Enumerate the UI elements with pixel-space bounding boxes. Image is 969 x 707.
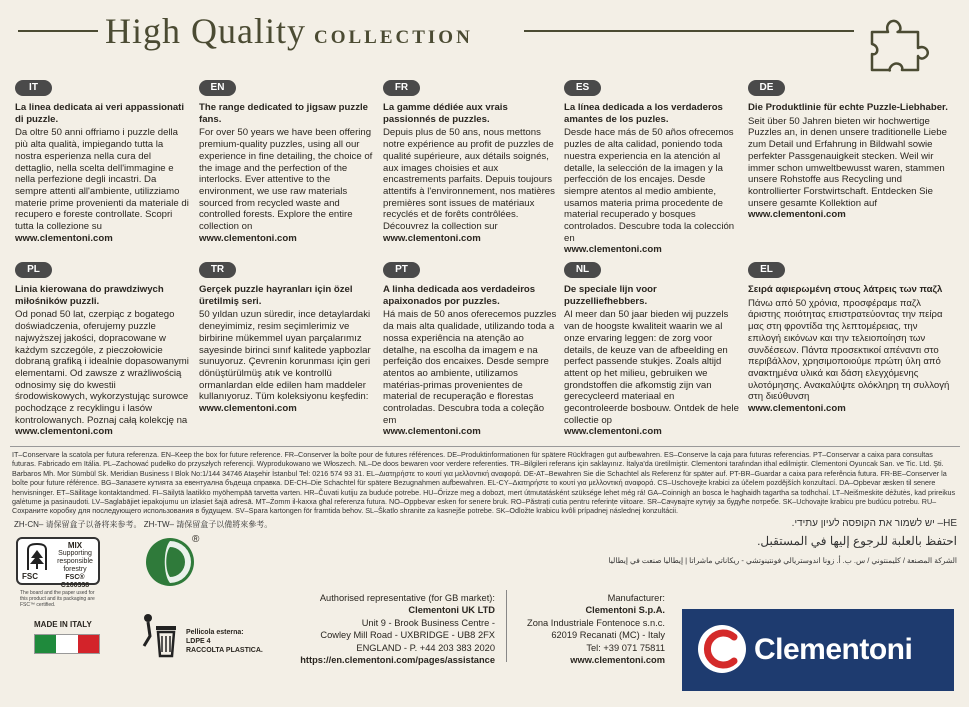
brand-name: Clementoni	[754, 633, 913, 666]
lang-block-pt	[383, 262, 558, 438]
header-rule-left	[18, 30, 98, 32]
lang-block-en	[199, 80, 374, 244]
language-badge: EL	[748, 262, 785, 278]
website-link[interactable]: www.clementoni.com	[748, 403, 846, 415]
recycle-bin-icon	[140, 610, 180, 660]
block-body: Od ponad 50 lat, czerpiąc z bogatego doświadczenia, oferujemy puzzle najwyższej jakości, dopracowane w każdym szczególe, z pieczołowicie dobraną grafiką i idealnie dopasowanymi elementami. Od zawsze z wrażliwością odnosimy się do kwestii środowiskowych, wykorzystując surowce pochodzące z recyklingu i lasów kontrolowanych. Poznaj całą kolekcję na	[15, 309, 189, 426]
fsc-code: FSC® C160338	[60, 574, 90, 589]
fsc-note: The board and the paper used for this product and its packaging are FSC™ certified.	[20, 590, 95, 608]
auth-address3: ENGLAND - P. +44 203 383 2020	[356, 642, 495, 653]
lang-block-de	[748, 80, 953, 221]
block-title: De speciale lijn voor puzzelliefhebbers.	[564, 284, 657, 307]
fsc-mix-title: MIX	[67, 541, 83, 550]
pellicola-line1: Pellicola esterna:	[186, 629, 244, 636]
manu-company: Clementoni S.p.A.	[585, 605, 665, 616]
manu-phone: Tel: +39 071 75811	[586, 642, 665, 653]
language-badge: PL	[15, 262, 52, 278]
website-link[interactable]: www.clementoni.com	[15, 232, 113, 244]
manu-address2: 62019 Recanati (MC) - Italy	[551, 630, 665, 641]
lang-block-pl	[15, 262, 190, 438]
block-title: La linea dedicata ai veri appassionati di puzzle.	[15, 102, 185, 125]
gb-representative	[280, 592, 495, 666]
manufacturer-info	[515, 592, 665, 666]
block-body: For over 50 years we have been offering premium-quality puzzles, using all our experience in fine detailing, the choice of the image and the perfection of the interlocks. Ever attentive to the environment, we use raw materials sourced from recycled waste and controlled forests. Explore the entire collection on	[199, 127, 373, 233]
language-badge: IT	[15, 80, 52, 96]
manu-website[interactable]: www.clementoni.com	[570, 655, 665, 666]
puzzle-piece-icon	[866, 12, 946, 74]
ar-notice: احتفظ بالعلبة للرجوع إليها في المستقبل.	[757, 534, 957, 548]
zh-notice: ZH-CN– 请保留盒子以备将来参考。 ZH-TW– 請保留盒子以備將來參考。	[14, 520, 273, 529]
block-body: Desde hace más de 50 años ofrecemos puzles de alta calidad, poniendo toda nuestra experiencia en la atención al detalle, la selección de la imagen y la perfección de los encajes. Desde siempre atentos al medio ambiente, usamos materia prima procedente de material recuperado y bosques controlados. Descubre toda la colección en	[564, 127, 735, 244]
title-sub: COLLECTION	[313, 27, 473, 48]
language-badge: DE	[748, 80, 785, 96]
block-title: Linia kierowana do prawdziwych miłośników puzzli.	[15, 284, 164, 307]
manu-address1: Zona Industriale Fontenoce s.n.c.	[527, 617, 665, 628]
lang-block-nl	[564, 262, 739, 438]
website-link[interactable]: www.clementoni.com	[564, 426, 662, 438]
language-badge: PT	[383, 262, 420, 278]
lang-block-el	[748, 262, 953, 415]
he-notice: HE– יש לשמור את הקופסה לעיון עתידי.	[791, 518, 957, 529]
auth-address1: Unit 9 - Brook Business Centre -	[361, 617, 495, 628]
flag-green	[35, 635, 56, 653]
block-title: The range dedicated to jigsaw puzzle fans.	[199, 102, 368, 125]
italian-flag-icon	[34, 634, 100, 654]
lang-block-it	[15, 80, 190, 244]
website-link[interactable]: www.clementoni.com	[199, 232, 297, 244]
language-badge: FR	[383, 80, 420, 96]
block-body: Depuis plus de 50 ans, nous mettons notre expérience au profit de puzzles de qualité supérieure, aux détails soignés, aux images choisies et aux encastrements parfaits. Depuis toujours attentifs à l'environnement, nos matières premières sont issues de matériaux recyclés et de forêts contrôlées. Découvrez la collection sur	[383, 127, 555, 233]
block-title: Σειρά αφιερωμένη στους λάτρεις των παζλ	[748, 284, 943, 295]
page-header	[0, 0, 969, 68]
fsc-line1: Supporting	[58, 550, 92, 557]
lang-block-fr	[383, 80, 558, 244]
multilingual-notice: IT–Conservare la scatola per futura referenza. EN–Keep the box for future reference. FR–Conserver la boîte pour de futures références. DE–Produktinformationen für spätere Rückfragen gut aufbewahren. ES–Conserve la caja para futuras referencias. PT–Conservar a caixa para consultas futuras. Fabricado em Itália. PL–Zachować pudełko do przyszłych referencji. Wyprodukowano we Włoszech. NL–De doos bewaren voor verdere referenties. TR–Bilgileri referans için saklayınız. İtalya'da üretilmiştir. Clementoni tarafından ithal edilmiştir. Clementoni Oyuncak San. ve Tic. Ltd. Şti. Barbaros Mh. Mor Sümbül Sk. Meridian Business I Blok No:1/144 34746 Ataşehir İstanbul Tel: 0216 574 93 31. EL–Διατηρήστε το κουτί για μελλοντική αναφορά. DE-AT–Bewahren Sie die Schachtel als Referenz für später auf. PT-BR–Guardar a caixa para referência futura. FR-BE–Conserver la boîte pour future référence. BG–Запазете кутията за евентуална бъдеща справка. DE-CH–Die Schachtel für spätere Bezugnahmen aufbewahren. EL-CY–Διατηρήστε το κουτί για μελλοντική αναφορά. CS–Uschovejte krabici za účelem pozdějších konzultací. DA–Opbevar æsken til senere henvisninger. ET–Säilitage kontaktandmed. FI–Säilytä laatikko myöhempää tarvetta varten. HR–Čuvati kutiju za buduće potrebe. HU–Őrizze meg a dobozt, mert útmutatásként szüksége lehet még rá! GA–Coinnigh an bosca le haghaidh tagartha sa todhchaí. LT–Neišmeskite dėžutės, kad prireikus galėtume ja pasinaudoti. LV–Saglabājiet iepakojumu un izlasiet šajā adresā. MT–Żomm il-kaxxa għal referenza futura. NO–Oppbevar esken for senere bruk. RO–Păstrați cutia pentru referințe viitoare. SR–Сачувајте кутију за будуће потребе. SK–Uchovajte krabicu pre budúcu potrebu. RU–Сохраните коробку для последующего использования в будущем. SV–Spara kartongen för framtida behov. SL–Škatlo shranite za kasnejše potrebe. SK–Odložte krabicu kvôli prípadnej následnej konzultácii.	[12, 450, 956, 516]
lang-block-tr	[199, 262, 374, 415]
block-body: Há mais de 50 anos oferecemos puzzles da mais alta qualidade, utilizando toda a nossa experiência na atenção ao detalhe, na escolha da imagem e na perfeição dos encaixes. Desde sempre atentos ao ambiente, utilizamos matérias-primas provenientes de material de recuperação e florestas controladas. Descubra toda a coleção em	[383, 309, 557, 426]
pellicola-line2: LDPE 4	[186, 638, 211, 645]
pellicola-info	[186, 628, 263, 655]
registered-mark: ®	[192, 534, 200, 545]
website-link[interactable]: www.clementoni.com	[383, 426, 481, 438]
lang-block-es	[564, 80, 739, 256]
clementoni-logo	[682, 609, 954, 691]
made-in-italy: MADE IN ITALY	[34, 620, 92, 629]
website-link[interactable]: www.clementoni.com	[15, 426, 113, 438]
auth-heading: Authorised representative (for GB market):	[319, 593, 495, 603]
clementoni-c-icon	[696, 623, 748, 675]
language-badge: TR	[199, 262, 236, 278]
block-body: Al meer dan 50 jaar bieden wij puzzels van de hoogste kwaliteit waarin we al onze ervaring leggen: de zorg voor details, de keuze van de afbeelding en perfect passende stukjes. Zoals altijd attent op het milieu, gebruiken we grondstoffen die afkomstig zijn van gerecycleerd materiaal en gecontroleerde bosbouw. Ontdek de hele collectie op	[564, 309, 739, 426]
website-link[interactable]: www.clementoni.com	[748, 209, 846, 221]
language-badge: EN	[199, 80, 236, 96]
title-main: High Quality	[105, 11, 306, 51]
block-body: Πάνω από 50 χρόνια, προσφέραμε παζλ άριστης ποιότητας επιστρατεύοντας την πείρα μας στη φροντίδα της λεπτομέρειας, την επιλογή εικόνων και την τελειοποίηση των συνδέσεων. Πάντα προσεκτικοί απέναντι στο περιβάλλον, χρησιμοποιούμε πρώτη ύλη από ανακτημένα υλικά και δάση ελεγχόμενης υλοτόμησης. Ανακαλύψτε ολόκληρη τη συλλογή στη διεύθυνση	[748, 297, 950, 403]
block-title: La gamme dédiée aux vrais passionnés de puzzles.	[383, 102, 508, 125]
header-rule-right	[524, 30, 854, 32]
fsc-logo	[16, 537, 100, 589]
block-body: Seit über 50 Jahren bieten wir hochwertige Puzzles an, in denen unsere traditionelle Liebe zum Detail und Erfahrung in Bildwahl sowie perfekter Passgenauigkeit stecken. Weil wir immer schon umweltbewusst waren, stammen unsere Rohstoffe aus Recycling und kontrollierter Forstwirtschaft. Entdecken Sie unsere gesamte Kollektion auf	[748, 115, 947, 209]
block-title: La línea dedicada a los verdaderos amantes de los puzles.	[564, 102, 723, 125]
collection-title	[105, 10, 473, 52]
flag-white	[56, 635, 77, 653]
block-title: Die Produktlinie für echte Puzzle-Liebhaber.	[748, 102, 948, 113]
auth-address2: Cowley Mill Road - UXBRIDGE - UB8 2FX	[320, 630, 495, 641]
website-link[interactable]: www.clementoni.com	[199, 403, 297, 415]
fsc-label: FSC	[22, 572, 38, 581]
green-dot-icon	[145, 537, 195, 587]
pellicola-line3: RACCOLTA PLASTICA.	[186, 647, 263, 654]
fsc-tree-icon	[24, 542, 50, 572]
language-badge: ES	[564, 80, 601, 96]
fsc-line2: responsible forestry	[57, 558, 93, 573]
block-title: Gerçek puzzle hayranları için özel üretilmiş seri.	[199, 284, 353, 307]
website-link[interactable]: www.clementoni.com	[564, 244, 662, 256]
language-badge: NL	[564, 262, 601, 278]
block-title: A linha dedicada aos verdadeiros apaixonados por puzzles.	[383, 284, 536, 307]
auth-company: Clementoni UK LTD	[408, 605, 495, 616]
manu-heading: Manufacturer:	[607, 593, 665, 603]
footer-divider	[10, 446, 960, 447]
website-link[interactable]: www.clementoni.com	[383, 232, 481, 244]
address-divider	[506, 590, 507, 662]
auth-link[interactable]: https://en.clementoni.com/pages/assistance	[300, 655, 495, 666]
fsc-mix	[52, 542, 98, 590]
block-body: 50 yıldan uzun süredir, ince detaylardaki deneyimimiz, resim seçimlerimiz ve birbirine mükemmel uyan parçalarımız sayesinde birinci sınıf kalitede yapbozlar sunuyoruz. Çevrenin korunması için geri dönüştürülmüş atık ve kontrollü ormanlardan elde edilen ham maddeler kullanıyoruz. Tüm koleksiyonu keşfedin:	[199, 309, 371, 403]
block-body: Da oltre 50 anni offriamo i puzzle della più alta qualità, impiegando tutta la nostra esperienza nella cura del dettaglio, nella scelta dell'immagine e nella perfezione degli incastri. Da sempre attenti all'ambiente, utilizziamo materie prime provenienti da materiale di recupero e foreste controllate. Scopri tutta la collezione su	[15, 127, 189, 233]
flag-red	[78, 635, 99, 653]
ar-manufacturer: الشركة المصنعة / كليمنتوني / س. ب. أ. زونا اندوستريالي فونتينوتشي - ريكاناتي ماشراتا | إيطاليا صنعت في إيطاليا	[608, 556, 957, 565]
